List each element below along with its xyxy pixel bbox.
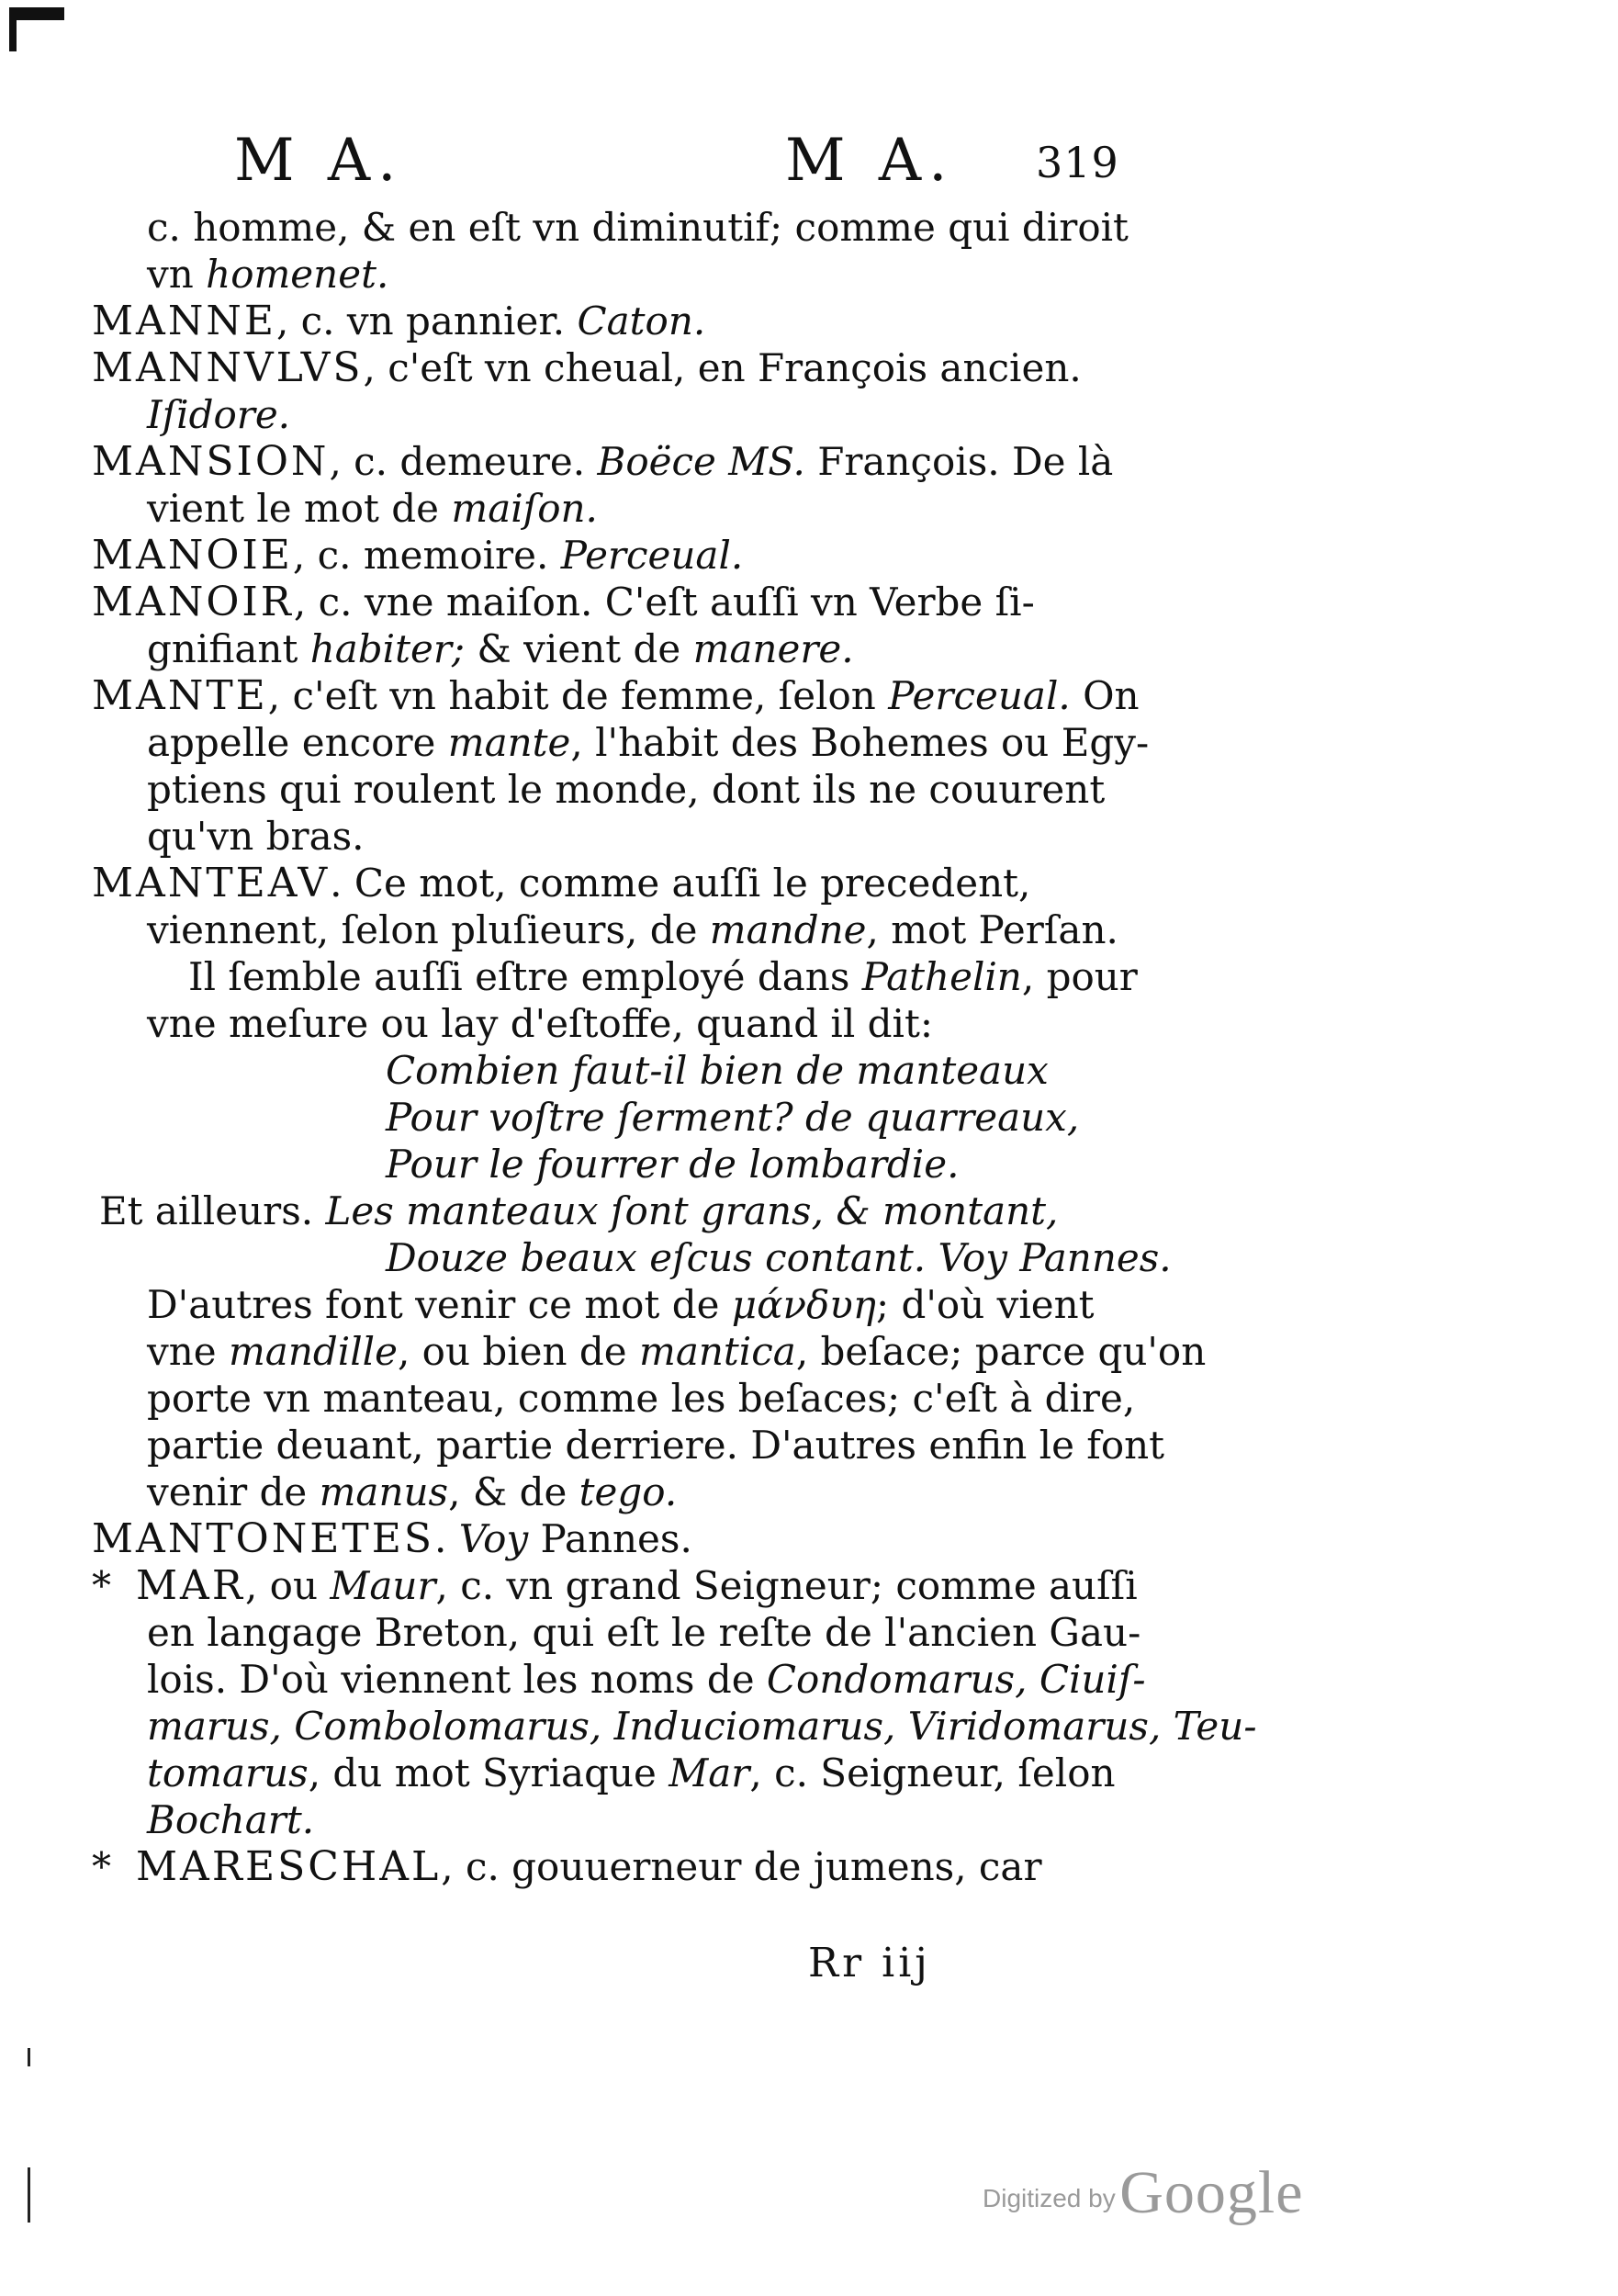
italic-text: μάνδυη	[731, 1282, 876, 1327]
italic-text: Maur	[330, 1563, 436, 1608]
entry-headword: MARESCHAL	[136, 1843, 442, 1890]
text-run: François. De là	[804, 439, 1114, 484]
scan-artifact	[28, 2048, 30, 2066]
text-line	[92, 1562, 1157, 1609]
italic-text: maiſon.	[451, 486, 598, 531]
text-run: , pour	[1021, 954, 1138, 999]
text-run: vient le mot de	[147, 486, 452, 531]
text-line	[92, 1094, 1157, 1141]
text-line	[92, 906, 1157, 953]
watermark-prefix: Digitized by	[983, 2184, 1116, 2212]
italic-text: Voy	[938, 1235, 1008, 1280]
asterisk-mark: *	[92, 1563, 111, 1608]
text-run: partie deuant, partie derriere. D'autres enfin le font	[147, 1423, 1165, 1468]
text-run: viennent, ſelon pluſieurs, de	[147, 907, 710, 952]
italic-text: homenet.	[206, 252, 389, 297]
text-run: en langage Breton, qui eſt le reſte de l'ancien Gau-	[147, 1610, 1141, 1655]
entry-headword: MANSION	[92, 438, 330, 485]
text-run: , c. demeure.	[329, 439, 598, 484]
text-run: porte vn manteau, comme les beſaces; c'eſt à dire,	[147, 1376, 1136, 1421]
text-line	[92, 1187, 1157, 1234]
text-line	[92, 579, 1157, 625]
entry-headword: MANNE	[92, 298, 276, 344]
header-center-letters: M A.	[785, 127, 955, 195]
italic-text: Caton.	[577, 298, 706, 343]
text-run: ; d'où vient	[875, 1282, 1095, 1327]
italic-text: Voy	[458, 1516, 529, 1561]
text-line	[92, 1796, 1157, 1843]
italic-text: Condomarus, Ciuiſ-	[766, 1657, 1146, 1702]
text-run: vne meſure ou lay d'eſtoffe, quand il dit:	[147, 1001, 933, 1046]
text-run: D'autres font venir ce mot de	[147, 1282, 732, 1327]
text-line	[92, 251, 1157, 298]
text-line	[92, 860, 1157, 906]
italic-text: Douze beaux eſcus contant.	[386, 1235, 927, 1280]
text-run: , c. vn grand Seigneur; comme auſſi	[435, 1563, 1138, 1608]
text-run: Et ailleurs.	[99, 1188, 326, 1233]
entry-headword: MANTEAV	[92, 860, 331, 906]
text-line	[92, 766, 1157, 813]
italic-text: mandne	[709, 907, 867, 952]
text-run: appelle encore	[147, 720, 448, 765]
asterisk-mark: *	[92, 1844, 111, 1889]
text-line	[92, 813, 1157, 860]
text-line	[92, 1422, 1165, 1469]
italic-text: Iſidore.	[147, 392, 291, 437]
italic-text: manere.	[692, 626, 854, 671]
text-run: .	[433, 1516, 459, 1561]
italic-text: Mar	[669, 1750, 750, 1795]
text-line	[92, 1750, 1157, 1796]
text-line	[92, 204, 1157, 251]
italic-text: Pour le fourrer de lombardie.	[386, 1142, 960, 1187]
text-run: , c. vn pannier.	[275, 298, 578, 343]
text-run: vne	[147, 1329, 229, 1374]
text-run: , l'habit des Bohemes ou Egy-	[570, 720, 1150, 765]
text-line	[92, 1375, 1157, 1422]
italic-text: tomarus	[147, 1750, 309, 1795]
text-run: , c. Seigneur, ſelon	[749, 1750, 1116, 1795]
text-run: . Ce mot, comme auſſi le precedent,	[330, 861, 1031, 906]
italic-text: mante	[447, 720, 571, 765]
italic-text: manus	[319, 1469, 449, 1514]
text-line	[92, 1328, 1207, 1375]
text-line	[92, 1843, 1157, 1890]
text-line	[92, 1515, 1157, 1562]
text-run: , c'eſt vn habit de femme, ſelon	[267, 673, 889, 718]
header-left-letters: M A.	[234, 127, 404, 195]
text-line	[92, 298, 1157, 344]
entry-headword: MANTONETES	[92, 1515, 434, 1562]
text-run: , c. vne maiſon. C'eſt auſſi vn Verbe ſi-	[293, 580, 1035, 625]
italic-text: tego.	[579, 1469, 678, 1514]
italic-text: Pour voſtre ſerment? de quarreaux,	[386, 1095, 1080, 1140]
text-line	[92, 1703, 1257, 1750]
text-line	[92, 1234, 1172, 1281]
text-line	[92, 391, 1157, 438]
italic-text: Perceual.	[560, 533, 744, 578]
text-run: On	[1070, 673, 1140, 718]
italic-text: Boëce MS.	[597, 439, 805, 484]
italic-text: mandille	[228, 1329, 398, 1374]
text-line	[92, 485, 1157, 532]
entry-headword: MANTE	[92, 672, 268, 719]
text-line	[92, 344, 1157, 391]
google-logo: Google	[1119, 2159, 1304, 2226]
text-line	[92, 672, 1157, 719]
scan-artifact	[28, 2167, 30, 2223]
text-line	[92, 953, 1157, 1000]
page-number: 319	[1036, 138, 1119, 187]
scan-corner-mark	[9, 7, 64, 51]
entry-headword: MANNVLVS	[92, 344, 364, 391]
text-run: Pannes.	[1007, 1235, 1172, 1280]
text-run: vn	[147, 252, 207, 297]
italic-text: Les manteaux ſont grans, & montant,	[325, 1188, 1059, 1233]
text-run: , c. gouuerneur de jumens, car	[441, 1844, 1042, 1889]
text-run: , c. memoire.	[292, 533, 561, 578]
italic-text: habiter;	[309, 626, 466, 671]
text-line	[92, 1281, 1157, 1328]
entry-headword: MAR	[136, 1562, 245, 1609]
text-run: c. homme, & en eſt vn diminutif; comme qui diroit	[147, 205, 1129, 250]
text-line	[92, 1609, 1157, 1656]
text-run: Pannes.	[528, 1516, 692, 1561]
text-line	[92, 1047, 1157, 1094]
text-run: , ou bien de	[397, 1329, 640, 1374]
text-line	[92, 438, 1157, 485]
italic-text: marus, Combolomarus, Induciomarus, Viridomarus, Teu-	[147, 1704, 1257, 1749]
italic-text: Bochart.	[147, 1797, 315, 1842]
text-line	[92, 1469, 1157, 1515]
text-run: venir de	[147, 1469, 320, 1514]
text-run: gnifiant	[147, 626, 310, 671]
running-header	[0, 127, 1618, 200]
text-run: , du mot Syriaque	[308, 1750, 669, 1795]
signature-mark: Rr iij	[808, 1940, 931, 1986]
text-run: Il ſemble auſſi eſtre employé dans	[188, 954, 862, 999]
text-run: lois. D'où viennent les noms de	[147, 1657, 767, 1702]
text-run: , mot Perſan.	[866, 907, 1118, 952]
text-line	[92, 1000, 1157, 1047]
dictionary-entries	[92, 204, 1257, 1890]
text-run: , beſace; parce qu'on	[795, 1329, 1207, 1374]
entry-headword: MANOIE	[92, 532, 293, 579]
text-line	[92, 532, 1157, 579]
text-run: , c'eſt vn cheual, en François ancien.	[363, 345, 1082, 390]
text-line	[92, 1656, 1157, 1703]
italic-text: mantica	[639, 1329, 796, 1374]
text-run: , & de	[448, 1469, 579, 1514]
text-run: , ou	[244, 1563, 331, 1608]
text-run: qu'vn bras.	[147, 814, 365, 859]
text-line	[92, 719, 1157, 766]
italic-text: Perceual.	[888, 673, 1071, 718]
text-run: ptiens qui roulent le monde, dont ils ne couurent	[147, 767, 1106, 812]
text-line	[92, 1141, 1157, 1187]
text-run: & vient de	[465, 626, 693, 671]
digitized-by-watermark	[983, 2158, 1303, 2228]
italic-text: Pathelin	[861, 954, 1022, 999]
text-run	[926, 1235, 938, 1280]
italic-text: Combien faut-il bien de manteaux	[386, 1048, 1049, 1093]
text-line	[92, 625, 1157, 672]
entry-headword: MANOIR	[92, 579, 294, 625]
